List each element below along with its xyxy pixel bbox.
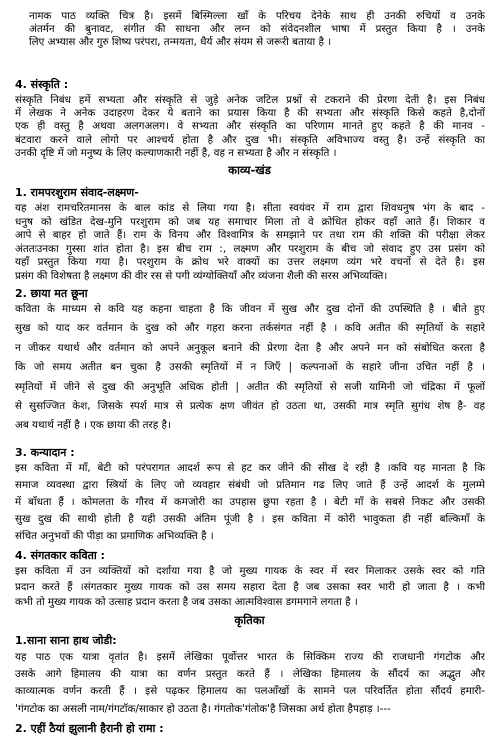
sana-sana-heading: 1.साना साना हाथ जोडी: <box>15 634 117 647</box>
text-line: अंतर्मन की बुनावट, संगीत की साधना और लग्न को संवेदनशील भाषा में प्रस्तुत किया है । उनके <box>29 23 485 36</box>
text-line: एक ही वस्तु है अथवा अलगअलग। वे सभ्यता और संस्कृति का परिणाम मानते हुए कहते है की मानव - <box>15 120 485 133</box>
text-line: धनुष को खंडित देख-मुनि परशुराम को जब यह समाचार मिला तो वे क्रोधित होकर वहाँ आते हैं। शिकार व <box>15 215 485 228</box>
kanyadan-heading: 3. कन्यादान : <box>15 446 75 459</box>
text-line: यहाँ प्रस्तुत किया गया है। परशुराम के क्रोध भरे वाक्यों का उत्तर लक्ष्मण व्यंग भरे वचनों से देते है। इस <box>15 256 485 269</box>
text-line: स्मृतियों में जीने से दुख की अनुभूति अधिक होती | अतीत की स्मृतियों से सजी यामिनी जो चंद्रिका में फूलों <box>15 380 485 393</box>
text-line: यह अंश रामचरितमानस के बाल कांड से लिया गया है। सीता स्वयंवर में राम द्वारा शिवधनुष भंग के बाद - <box>15 202 485 214</box>
text-line: प्रदान करते हैं ।संगतकार मुख्य गायक को उस समय सहारा देता है जब उसका स्वर भारी हो जाता है । कभी <box>15 580 485 593</box>
text-line: बंटवारा करने वाले लोगो पर आश्चर्य होता है और दुख भी। संस्कृति अविभाज्य वस्तु है। उन्हें संस्कृति का <box>15 133 485 146</box>
text-line: काव्यात्मक वर्णन करती हैं । इसे पढ़कर हिमालय का पलआँखों के सामने पल परिवर्तित होता सौंदर्य हमारी- <box>15 685 485 698</box>
text-line: अंततःउनका गुस्सा शांत होता है। इस बीच राम :, लक्ष्मण और परशुराम के बीच जो संवाद हुए उस प्रसंग को <box>15 242 485 255</box>
text-line: प्रसंग की विशेषता है लक्ष्मण की वीर रस से पगी व्यंग्योक्तियाँ और व्यंजना शैली की सरस अभिव्यक्ति। <box>15 270 388 282</box>
text-line: कविता के माध्यम से कवि यह कहना चाहता है कि जीवन में सुख और दुख दोनों की उपस्थिति है । बीते हुए <box>15 303 485 315</box>
text-line: संचित अनुभवों की पीड़ा का प्रमाणिक अभिव्यक्ति है । <box>15 530 214 542</box>
text-line: कि जो समय अतीत बन चुका है उसकी स्मृतियों में न जिएँ | कल्पनाओं के सहारे जीना उचित नहीं है । <box>15 361 485 374</box>
kavya-khand-title: काव्य-खंड <box>228 163 271 177</box>
text-line: उनकी दृष्टि में जो मनुष्य के लिए कल्याणकारी नहीं है, वह न सभ्यता है और न संस्कृति । <box>15 146 337 159</box>
text-line: संस्कृति निबंध हमें सभ्यता और संस्कृति से जुड़े अनेक जटिल प्रश्नों से टकराने की प्रेरणा देती है। इस निबंध <box>15 94 485 106</box>
text-line: नामक पाठ व्यक्ति चित्र है। इसमें बिस्मिल्ला खाँ के परिचय देनेके साथ ही उनकी रुचियों व उनके <box>29 10 485 22</box>
text-line: समाज व्यवस्था द्वारा स्त्रियों के लिए जो व्यवहार संबंधी जो प्रतिमान गढ लिए जाते हैं उन्हें आदर्श के मुलम्मे <box>15 479 485 491</box>
text-line: से सुसज्जित केश, जिसके स्पर्श मात्र से प्रत्येक क्षण जीवंत हो उठता था, उसकी मात्र स्मृति सुगंध शेष है- वह <box>15 400 485 412</box>
text-line: आपे से बाहर हो जाते हैं। राम के विनय और विश्वामित्र के समझाने पर तथा राम की शक्ति की परीक्षा लेकर <box>15 229 485 242</box>
text-line: 'गंगटोक का असली नाम/गंगटॉक/साकार हो उठता है। गंगतोक'गंतोक'है जिसका अर्थ होता हैपहाड़ ।--- <box>15 702 391 715</box>
ram-parshuram-heading: 1. रामपरशुराम संवाद-लक्ष्मण- <box>15 186 139 199</box>
kritika-title: कृतिका <box>234 613 265 627</box>
sanskriti-heading: 4. संस्कृति : <box>15 78 69 91</box>
text-line: इस कविता में उन व्यक्तियों को दर्शाया गया है जो मुख्य गायक के स्वर में स्वर मिलाकर उसके स्वर को गति <box>15 565 485 577</box>
text-line: सुख दुख की साथी होती है यही उसकी अंतिम पूंजी है । इस कविता में कोरी भावुकता ही नहीं बल्किमाँ के <box>15 513 485 525</box>
text-line: अब यथार्थ नहीं है । एक छाया की तरह है। <box>15 419 171 432</box>
text-line: लिए अभ्यास और गुरु शिष्य परंपरा, तन्मयता, धैर्य और संयम से जरूरी बताया है । <box>29 36 332 49</box>
sangatkar-heading: 4. संगतकार कविता : <box>15 549 105 562</box>
text-line: इस कविता में माँ, बेटी को परंपरागत आदर्श रूप से हट कर जीने की सीख दे रही है ।कवि यह मानता है कि <box>15 462 485 474</box>
text-line: न जीकर यथार्थ और वर्तमान को अपने अनुकूल बनाने की प्रेरणा देता है और अपने मन को संबोधित करता है <box>15 341 485 354</box>
text-line: सुख को याद कर वर्तमान के दुख को और गहरा करना तर्कसंगत नहीं है । कवि अतीत की स्मृतियों के सहारे <box>15 322 485 335</box>
ehin-thaiyan-heading: 2. एहीं ठैयां झुलानी हैरानी हो रामा : <box>15 722 164 735</box>
text-line: में लेखक ने अनेक उदाहरण देकर ये बताने का प्रयास किया है की सभ्यता और संस्कृति किसे कहते है,दोनों <box>15 107 485 120</box>
text-line: में बाँधता हैं । कोमलता के गौरव में कमजोरी का उपहास छुपा रहता है । बेटी माँ के सबसे निकट और उसकी <box>15 496 485 508</box>
text-line: यह पाठ एक यात्रा वृतांत है। इसमें लेखिका पूर्वोत्तर भारत के सिक्किम राज्य की राजधानी गंगटोक और <box>15 651 485 663</box>
chhaya-heading: 2. छाया मत छूना <box>15 287 88 300</box>
text-line: उसके आगे हिमालय की यात्रा का वर्णन प्रस्तुत करते हैं । लेखिका हिमालय के सौंदर्य का अद्भुत और <box>15 668 485 681</box>
text-line: कभी तो मुख्य गायक को उत्साह प्रदान करता है जब उसका आत्मविश्वास डगमगाने लगता है । <box>15 596 358 609</box>
